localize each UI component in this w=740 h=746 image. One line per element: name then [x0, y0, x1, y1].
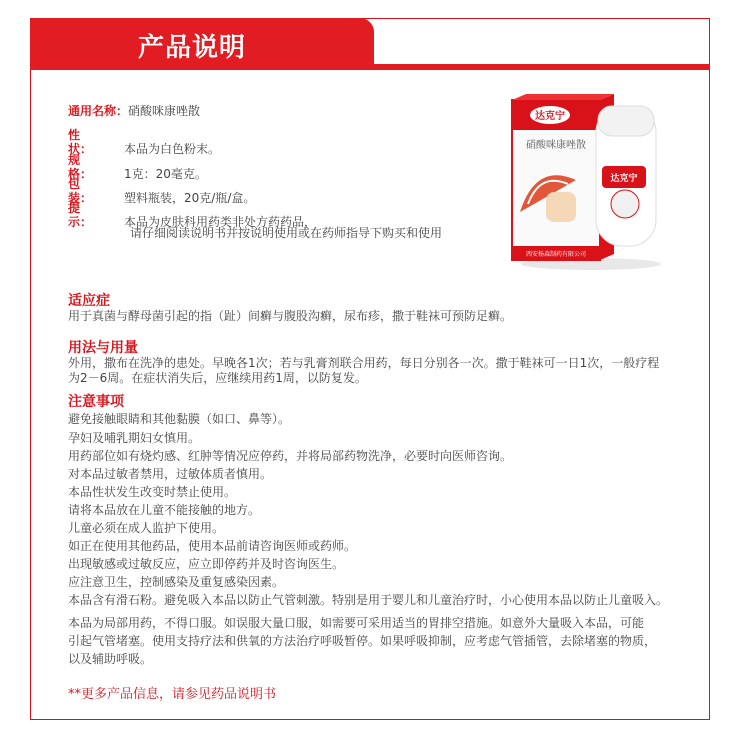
bottle-brand: 达克宁	[610, 174, 638, 184]
precautions-title: 注意事项	[68, 394, 124, 410]
header-divider	[30, 64, 710, 70]
usage-line: 外用，撒布在洗净的患处。早晚各1次；若与乳膏剂联合用药，每日分别各一次。撒于鞋袜可一日1次，一般疗程	[68, 356, 660, 370]
product-brand: 达克宁	[535, 111, 565, 122]
spec-size: 规 格： 1克：20毫克。	[68, 153, 207, 181]
precaution-line: 应注意卫生，控制感染及重复感染因素。	[68, 575, 285, 589]
indication-text: 用于真菌与酵母菌引起的指（趾）间癣与腹股沟癣，尿布疹，撒于鞋袜可预防足癣。	[68, 309, 513, 323]
product-company: 西安杨森制药有限公司	[525, 251, 587, 258]
header-tab	[30, 18, 374, 70]
usage-title: 用法与用量	[68, 340, 138, 356]
precaution-line: 如正在使用其他药品，使用本品前请咨询医师或药师。	[68, 539, 357, 553]
precaution-line: 孕妇及哺乳期妇女慎用。	[68, 431, 201, 445]
precaution-line: 本品性状发生改变时禁止使用。	[68, 485, 237, 499]
precaution-line: 出现敏感或过敏反应，应立即停药并及时咨询医生。	[68, 557, 345, 571]
spec-tip-line2: 请仔细阅读说明书并按说明使用或在药师指导下购买和使用	[130, 226, 443, 240]
precaution-line: 本品为局部用药，不得口服。如误服大量口服，如需要可采用适当的胃排空措施。如意外大量吸入本品，可能	[68, 616, 645, 630]
more-info-note: **更多产品信息，请参见药品说明书	[68, 687, 277, 702]
spec-package: 包 装： 塑料瓶装，20克/瓶/盒。	[68, 177, 256, 205]
precaution-line: 用药部位如有烧灼感、红肿等情况应停药，并将局部药物洗净，必要时向医师咨询。	[68, 449, 513, 463]
spec-tip: 提 示： 本品为皮肤科用药类非处方药药品，	[68, 201, 317, 229]
precaution-line: 儿童必须在成人监护下使用。	[68, 521, 225, 535]
precaution-line: 本品含有滑石粉。避免吸入本品以防止气管刺激。特别是用于婴儿和儿童治疗时，小心使用本品以防止儿童吸入。	[68, 593, 669, 607]
spec-generic-name: 通用名称：硝酸咪康唑散	[68, 104, 201, 118]
precaution-line: 引起气管堵塞。使用支持疗法和供氧的方法治疗呼吸暂停。如果呼吸抑制，应考虑气管插管，去除堵塞的物质，	[68, 634, 657, 648]
precaution-line: 对本品过敏者禁用，过敏体质者慎用。	[68, 467, 273, 481]
page-title: 产品说明	[138, 33, 247, 63]
product-name: 硝酸咪康唑散	[526, 140, 586, 151]
spec-appearance: 性 状： 本品为白色粉末。	[68, 128, 221, 156]
precaution-line: 以及辅助呼吸。	[68, 652, 153, 666]
precaution-line: 避免接触眼睛和其他黏膜（如口、鼻等）。	[68, 412, 291, 426]
product-image	[506, 92, 666, 274]
usage-line: 为2－6周。在症状消失后，应继续用药1周，以防复发。	[68, 371, 367, 385]
indication-title: 适应症	[68, 293, 110, 309]
precaution-line: 请将本品放在儿童不能接触的地方。	[68, 503, 261, 517]
